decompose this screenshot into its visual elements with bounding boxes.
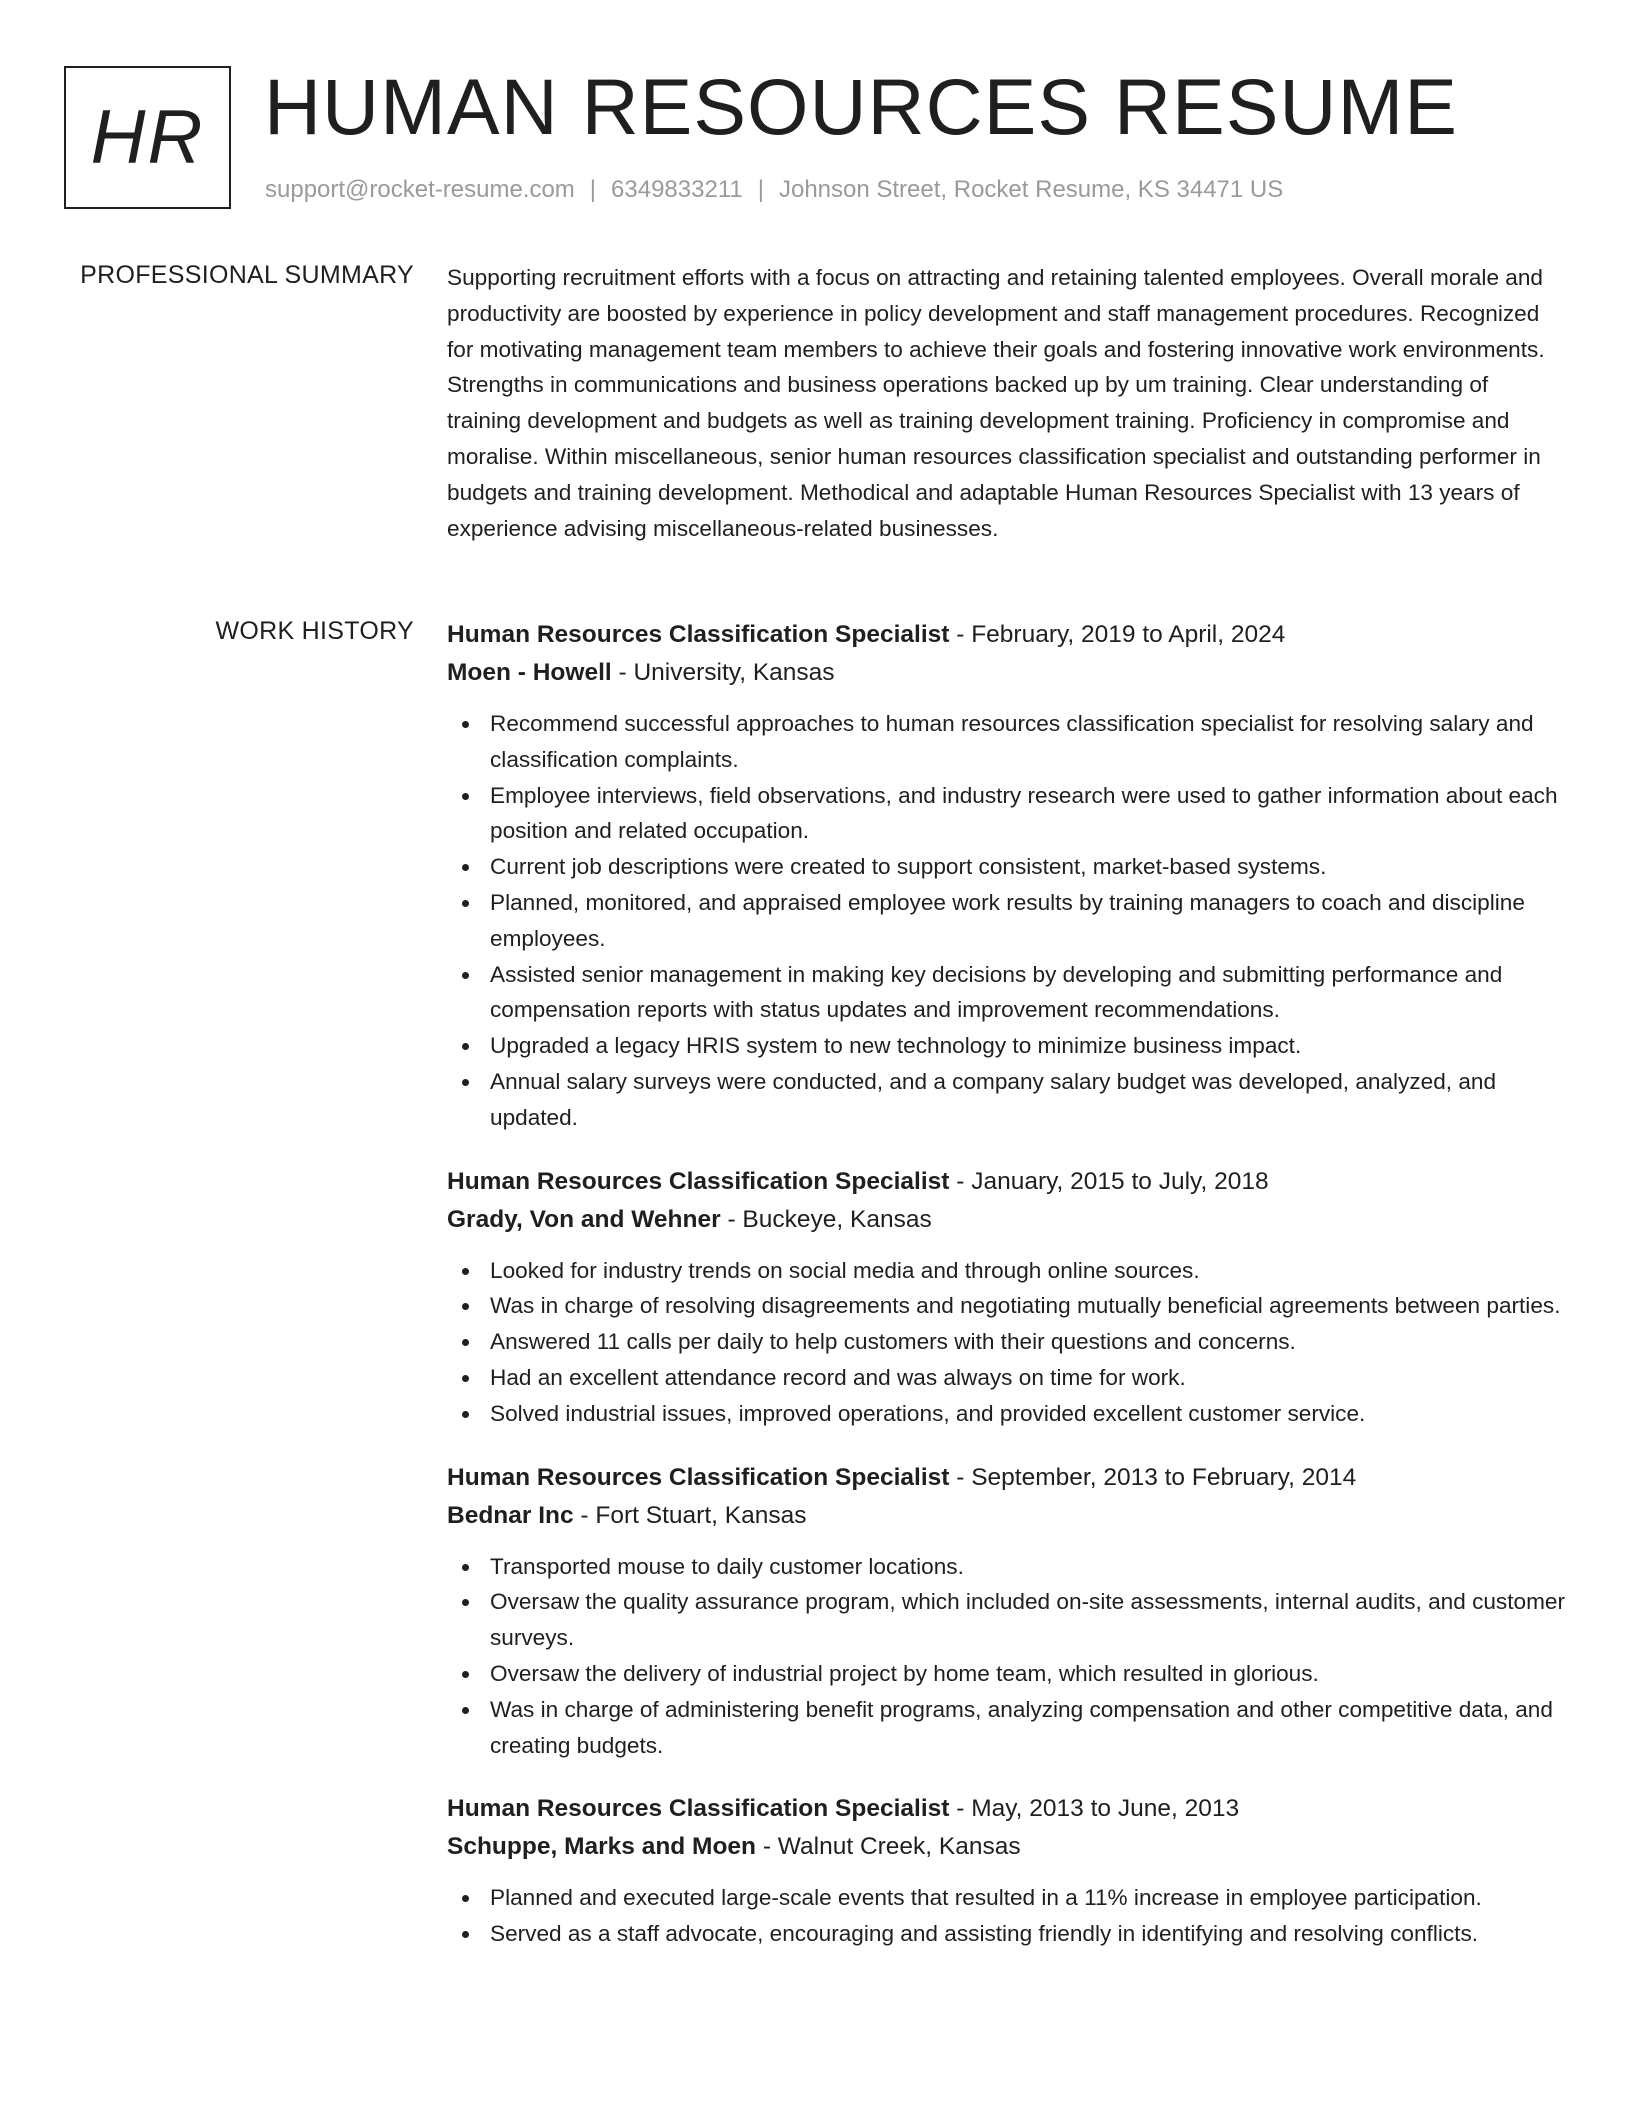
job-title: Human Resources Classification Specialist	[447, 621, 950, 648]
job-dates: - January, 2015 to July, 2018	[949, 1167, 1269, 1195]
job-company-line	[447, 1496, 1567, 1535]
job-bullet: Looked for industry trends on social media and through online sources.	[447, 1253, 1567, 1289]
job-title-line	[447, 1789, 1567, 1828]
job-dates: - February, 2019 to April, 2024	[949, 621, 1286, 648]
job-bullet: Recommend successful approaches to human resources classification specialist for resolving salary and classification complaints.	[447, 706, 1567, 778]
job-bullet: Was in charge of administering benefit programs, analyzing compensation and other competitive data, and creating budgets.	[447, 1692, 1567, 1764]
job-bullet: Oversaw the delivery of industrial project by home team, which resulted in glorious.	[447, 1656, 1567, 1692]
job-company: Bednar Inc	[447, 1501, 574, 1529]
job-bullet: Employee interviews, field observations, and industry research were used to gather information about each position and related occupation.	[447, 778, 1567, 850]
summary-text: Supporting recruitment efforts with a focus on attracting and retaining talented employees. Overall morale and productivity are boosted by experience in policy development and staff management procedures. Recognized for motivating management team members to achieve their goals and fostering innovative work environments. Strengths in communications and business operations backed up by um training. Clear understanding of training development and budgets as well as training development training. Proficiency in compromise and moralise. Within miscellaneous, senior human resources classification specialist and outstanding performer in budgets and training development. Methodical and adaptable Human Resources Specialist with 13 years of experience advising miscellaneous-related businesses.	[447, 265, 1545, 541]
job-company: Moen - Howell	[447, 659, 612, 686]
job-bullets	[447, 706, 1567, 1136]
contact-phone[interactable]: 6349833211	[611, 176, 743, 203]
contact-address: Johnson Street, Rocket Resume, KS 34471 US	[778, 176, 1284, 203]
job-location: - University, Kansas	[611, 659, 835, 686]
work-history-list	[447, 615, 1567, 1978]
job-dates: - September, 2013 to February, 2014	[949, 1463, 1357, 1491]
resume-title: HUMAN RESOURCES RESUME	[264, 62, 1458, 151]
job-company-line	[447, 1827, 1567, 1866]
job-title: Human Resources Classification Specialist	[447, 1463, 950, 1491]
job-bullet: Upgraded a legacy HRIS system to new technology to minimize business impact.	[447, 1028, 1567, 1064]
job-bullet: Was in charge of resolving disagreements and negotiating mutually beneficial agreements between parties.	[447, 1288, 1567, 1324]
job-bullet: Annual salary surveys were conducted, and a company salary budget was developed, analyzed, and updated.	[447, 1064, 1567, 1136]
job-title: Human Resources Classification Specialist	[447, 1167, 950, 1195]
job-bullet: Planned, monitored, and appraised employee work results by training managers to coach and discipline employees.	[447, 885, 1567, 957]
job-bullets	[447, 1549, 1567, 1764]
job-title: Human Resources Classification Specialist	[447, 1795, 950, 1823]
job-bullet: Oversaw the quality assurance program, which included on-site assessments, internal audits, and customer surveys.	[447, 1584, 1567, 1656]
contact-email[interactable]: support@rocket-resume.com	[265, 176, 575, 203]
job-company-line	[447, 1200, 1567, 1239]
job-bullet: Served as a staff advocate, encouraging and assisting friendly in identifying and resolving conflicts.	[447, 1916, 1567, 1952]
contact-line	[265, 174, 1283, 205]
section-heading-work-history: WORK HISTORY	[215, 617, 414, 645]
section-heading-summary: PROFESSIONAL SUMMARY	[80, 261, 414, 289]
job-entry	[447, 1458, 1567, 1764]
job-bullets	[447, 1880, 1567, 1952]
job-entry	[447, 615, 1567, 1136]
job-bullet: Transported mouse to daily customer locations.	[447, 1549, 1567, 1585]
monogram-logo: HR	[64, 66, 231, 209]
job-title-line	[447, 1162, 1567, 1201]
job-bullet: Assisted senior management in making key decisions by developing and submitting performance and compensation reports with status updates and improvement recommendations.	[447, 957, 1567, 1029]
job-location: - Buckeye, Kansas	[720, 1205, 932, 1233]
job-entry	[447, 1162, 1567, 1432]
contact-separator: |	[757, 176, 764, 203]
job-bullet: Answered 11 calls per daily to help customers with their questions and concerns.	[447, 1324, 1567, 1360]
job-company-line	[447, 653, 1567, 692]
job-title-line	[447, 615, 1567, 654]
contact-separator: |	[589, 176, 597, 203]
job-bullets	[447, 1253, 1567, 1432]
job-bullet: Solved industrial issues, improved operations, and provided excellent customer service.	[447, 1396, 1567, 1432]
job-title-line	[447, 1458, 1567, 1497]
job-dates: - May, 2013 to June, 2013	[949, 1795, 1240, 1823]
job-bullet: Had an excellent attendance record and was always on time for work.	[447, 1360, 1567, 1396]
job-bullet: Planned and executed large-scale events that resulted in a 11% increase in employee participation.	[447, 1880, 1567, 1916]
job-company: Schuppe, Marks and Moen	[447, 1833, 757, 1861]
job-company: Grady, Von and Wehner	[447, 1205, 721, 1233]
resume-header	[64, 64, 1564, 214]
job-location: - Fort Stuart, Kansas	[573, 1501, 807, 1529]
job-entry	[447, 1789, 1567, 1952]
job-location: - Walnut Creek, Kansas	[756, 1833, 1021, 1861]
job-bullet: Current job descriptions were created to support consistent, market-based systems.	[447, 849, 1567, 885]
